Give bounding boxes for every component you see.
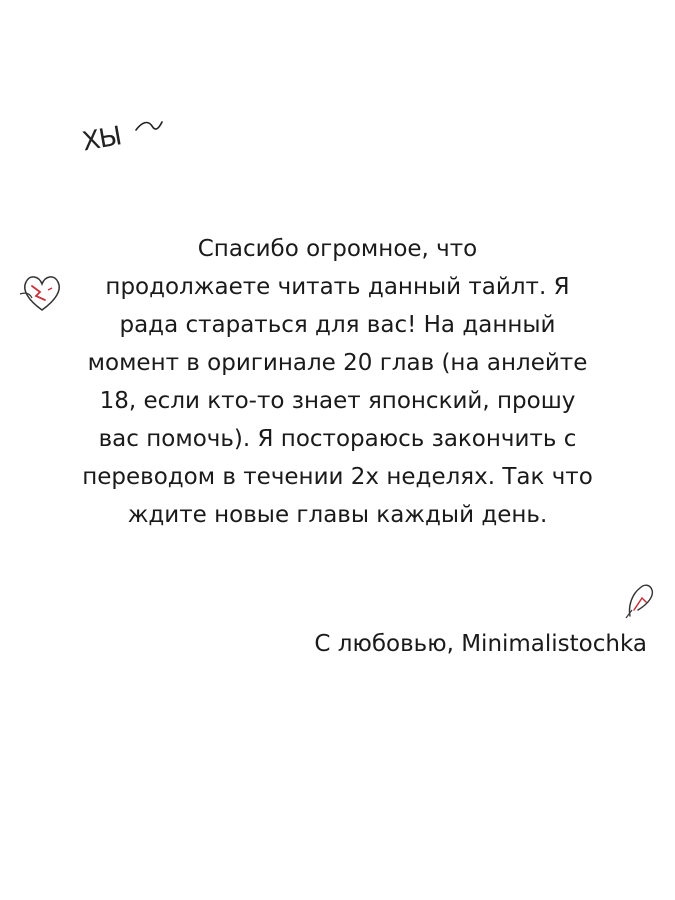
signature: С любовью, Minimalistochka	[314, 631, 647, 657]
message-line: вас помочь). Я постораюсь закончить с	[98, 426, 577, 452]
message-line: рада стараться для вас! На данный	[119, 312, 556, 338]
tilde-scribble-icon	[78, 112, 168, 182]
message-line: момент в оригинале 20 глав (на анлейте	[87, 350, 588, 376]
message-line: продолжаете читать данный тайлт. Я	[105, 274, 570, 300]
thank-you-message	[30, 230, 645, 534]
message-line: Спасибо огромное, что	[197, 236, 478, 262]
heart-icon	[620, 580, 660, 620]
scribble-text: ХЫ	[80, 121, 124, 158]
message-line: переводом в течении 2х неделях. Так что	[82, 464, 593, 490]
message-line: ждите новые главы каждый день.	[127, 502, 548, 528]
message-line: 18, если кто-то знает японский, прошу	[99, 388, 576, 414]
